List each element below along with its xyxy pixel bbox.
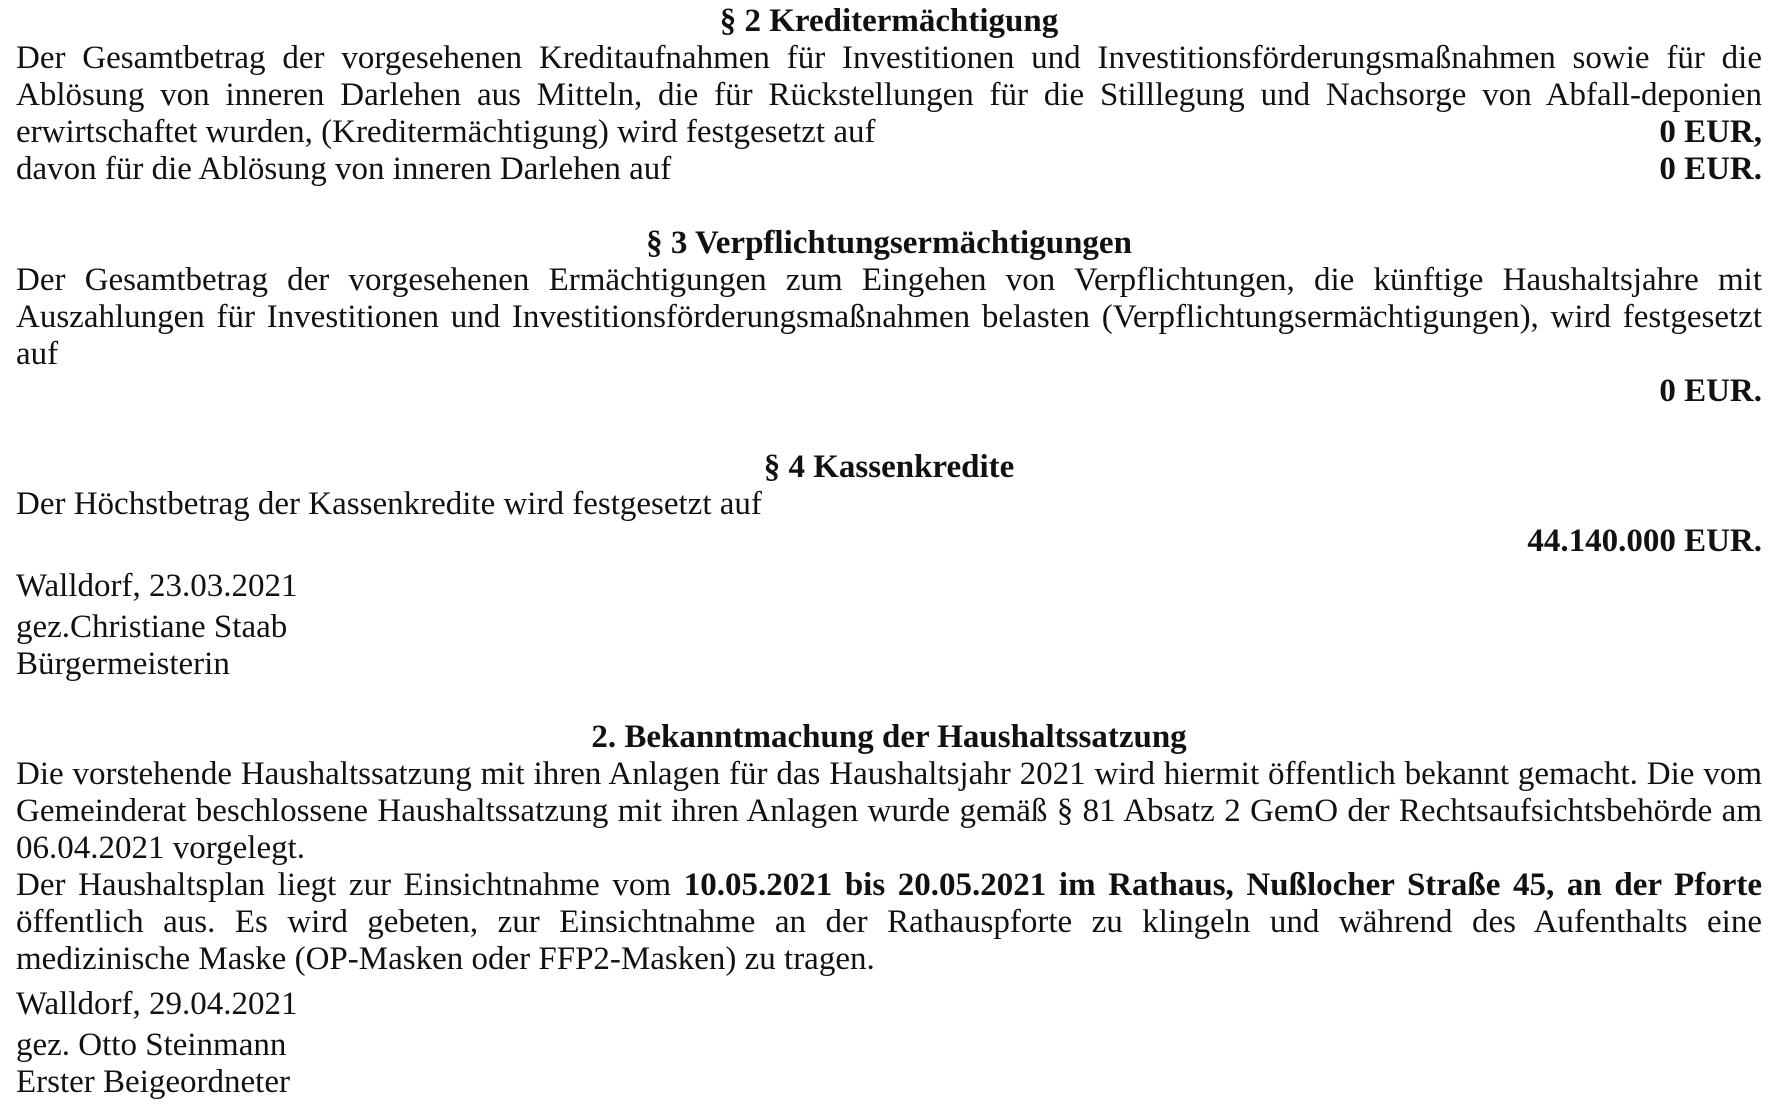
section-heading: § 3 Verpflichtungsermächtigungen [646,225,1132,261]
section-text: Der Gesamtbetrag der vorgesehenen Kreditaufnahmen für Investitionen und Investitionsförderungsmaßnahmen sowie für die Ablösung von inneren Darlehen aus Mitteln, die für Rückstellungen für die Stilllegung und Nachsorge von Abfall-deponien erwirtschaftet wurden, (Kreditermächtigung) wird festgesetzt auf [16,40,1762,150]
signature-block-mayor [16,568,1762,683]
place-date: Walldorf, 23.03.2021 [16,568,298,604]
section-verpflichtungsermaechtigungen [16,225,1762,410]
amount-row [16,151,1762,188]
place-date: Walldorf, 29.04.2021 [16,986,298,1022]
notice-paragraph: Die vorstehende Haushaltssatzung mit ihren Anlagen für das Haushaltsjahr 2021 wird hiermit öffentlich bekannt gemacht. Die vom Gemeinderat beschlossene Haushaltssatzung mit ihren Anlagen wurde gemäß § 81 Absatz 2 GemO der Rechtsaufsichtsbehörde am 06.04.2021 vorgelegt. [16,756,1762,866]
signatory-name: gez. Otto Steinmann [16,1027,287,1063]
section-text: Der Gesamtbetrag der vorgesehenen Ermächtigungen zum Eingehen von Verpflichtungen, die künftige Haushaltsjahre mit Auszahlungen für Investitionen und Investitionsförderungsmaßnahmen belasten (Verpflichtungsermächtigungen), wird festgesetzt auf [16,262,1762,372]
credit-amount: 0 EUR, [1651,114,1762,151]
section-kreditermaechtigung [16,3,1762,188]
signatory-title: Bürgermeisterin [16,646,230,682]
section-heading: 2. Bekanntmachung der Haushaltssatzung [591,719,1187,755]
document-content [16,3,1762,1101]
loan-replacement-amount: 0 EUR. [1659,151,1762,187]
signatory-name: gez.Christiane Staab [16,609,288,645]
section-heading: § 2 Kreditermächtigung [719,3,1059,39]
notice-paragraph-inspection [16,867,1762,978]
notice-text: Der Haushaltsplan liegt zur Einsichtnahme vom [16,867,684,903]
commitment-amount: 0 EUR. [1659,373,1762,409]
section-bekanntmachung [16,719,1762,978]
section-text: Der Höchstbetrag der Kassenkredite wird festgesetzt auf [16,486,762,522]
signature-block-deputy [16,986,1762,1101]
section-heading: § 4 Kassenkredite [763,449,1015,485]
amount-row [16,40,1762,151]
inspection-period-location: 10.05.2021 bis 20.05.2021 im Rathaus, Nußlocher Straße 45, an der Pforte [683,867,1762,903]
section-text: davon für die Ablösung von inneren Darlehen auf [16,151,672,187]
signatory-title: Erster Beigeordneter [16,1064,290,1100]
notice-text: öffentlich aus. Es wird gebeten, zur Einsichtnahme an der Rathauspforte zu klingeln und während des Aufenthalts eine medizinische Maske (OP-Masken oder FFP2-Masken) zu tragen. [16,904,1762,977]
section-kassenkredite [16,449,1762,560]
cash-credit-amount: 44.140.000 EUR. [1527,523,1762,559]
